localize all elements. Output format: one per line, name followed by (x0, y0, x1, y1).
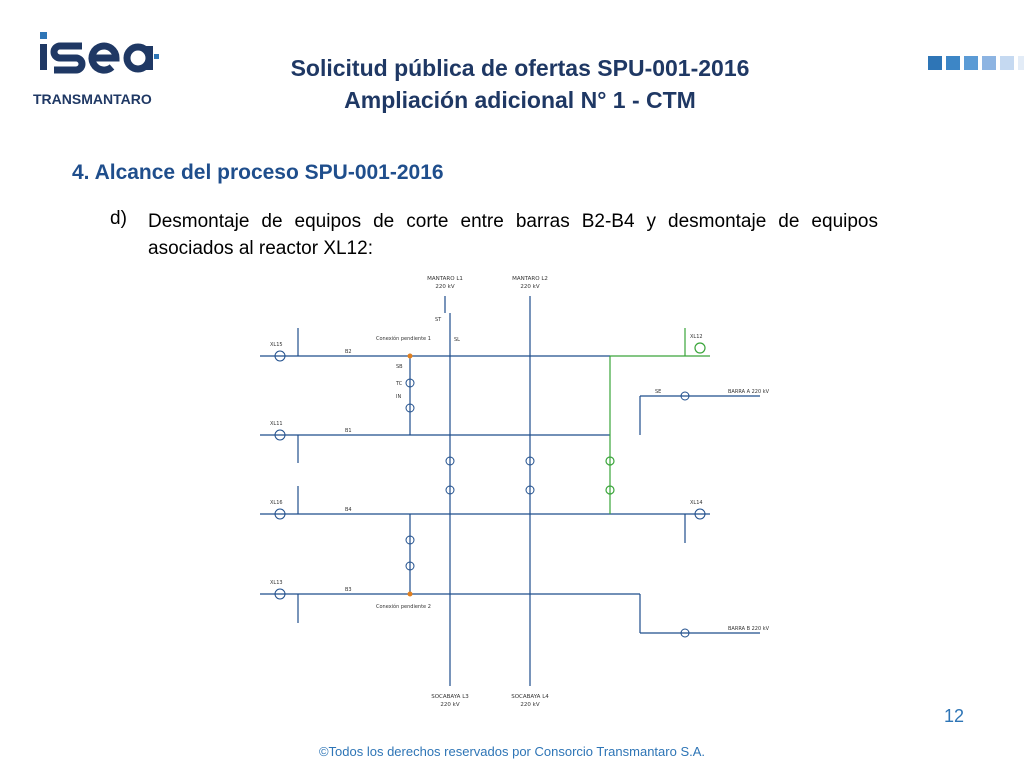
bar-label-b4: B4 (345, 507, 352, 513)
barra-a-label: BARRA A 220 kV (728, 389, 770, 395)
device-label-sl: SL (454, 337, 460, 343)
section-heading: 4. Alcance del proceso SPU-001-2016 (72, 161, 444, 184)
bar-label-b1: B1 (345, 428, 352, 434)
decorative-squares (928, 54, 1024, 72)
bar-label-b3: B3 (345, 587, 352, 593)
feeder-label-mantaro-l1: MANTARO L1 (427, 276, 463, 282)
page-subtitle: Ampliación adicional N° 1 - CTM (344, 87, 696, 113)
reactor-label-xl14: XL14 (690, 500, 703, 506)
device-label-st: ST (435, 317, 442, 323)
bullet-text: Desmontaje de equipos de corte entre barras B2-B4 y desmontaje de equipos asociados al reactor XL12: (148, 211, 878, 259)
reactor-label-xl15: XL15 (270, 342, 283, 348)
feeder-label-socabaya-l4: SOCABAYA L4 (511, 694, 549, 700)
single-line-diagram (240, 268, 780, 718)
device-label-tc: TC (396, 381, 403, 387)
feeder-voltage-mantaro-l1: 220 kV (435, 284, 455, 290)
feeder-voltage-socabaya-l4: 220 kV (520, 702, 540, 708)
feeder-voltage-socabaya-l3: 220 kV (440, 702, 460, 708)
feeder-voltage-mantaro-l2: 220 kV (520, 284, 540, 290)
footer-copyright: ©Todos los derechos reservados por Consorcio Transmantaro S.A. (318, 744, 706, 759)
bar-label-b2: B2 (345, 349, 352, 355)
device-label-se: SE (655, 389, 662, 395)
feeder-label-mantaro-l2: MANTARO L2 (512, 276, 548, 282)
bullet-marker: d) (110, 208, 127, 229)
reactor-label-xl11: XL11 (270, 421, 283, 427)
device-label-in: IN (396, 394, 402, 400)
reactor-label-xl12: XL12 (690, 334, 703, 340)
page-number: 12 (943, 706, 964, 726)
isa-transmantaro-logo (30, 22, 170, 112)
barra-b-label: BARRA B 220 kV (728, 626, 770, 632)
feeder-label-socabaya-l3: SOCABAYA L3 (431, 694, 469, 700)
logo-subtitle: TRANSMANTARO (33, 91, 152, 107)
connection-label-2: Conexión pendiente 2 (376, 604, 431, 610)
reactor-label-xl16: XL16 (270, 500, 283, 506)
reactor-label-xl13: XL13 (270, 580, 283, 586)
connection-label-1: Conexión pendiente 1 (376, 336, 431, 342)
page-title: Solicitud pública de ofertas SPU-001-2016 (290, 55, 750, 81)
device-label-sb: SB (396, 364, 403, 370)
